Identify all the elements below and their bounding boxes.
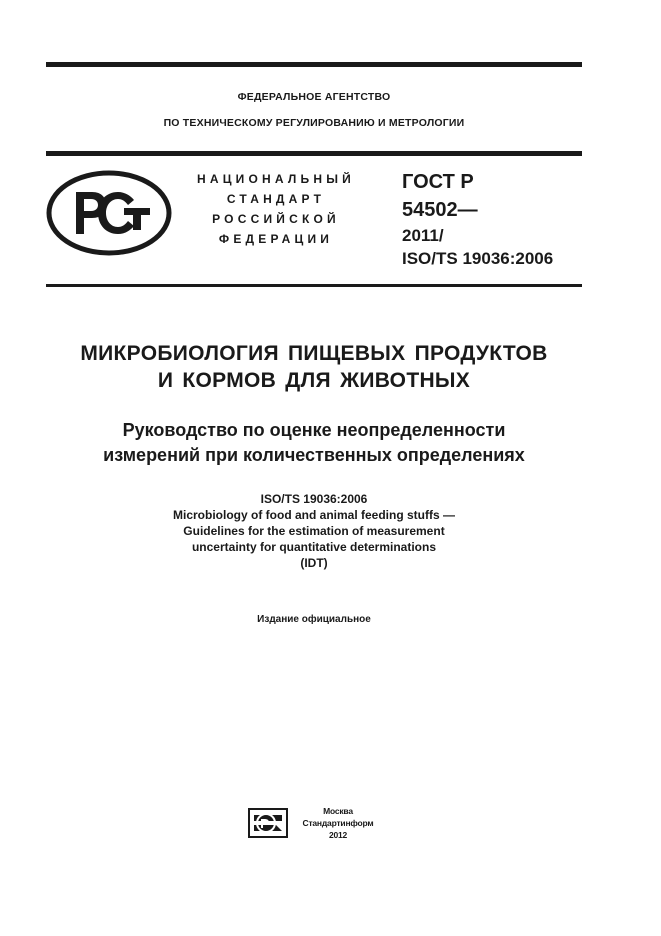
middle-rule bbox=[46, 151, 582, 156]
publisher-city: Москва bbox=[323, 806, 353, 816]
designation-line-2: 54502— bbox=[402, 199, 478, 221]
iso-reference-line-4: uncertainty for quantitative determinations bbox=[191, 540, 437, 554]
top-rule bbox=[46, 62, 582, 67]
iso-reference-line-3: Guidelines for the estimation of measurement bbox=[183, 524, 445, 538]
publisher-year: 2012 bbox=[328, 830, 348, 840]
document-title-line-2: И КОРМОВ ДЛЯ ЖИВОТНЫХ bbox=[157, 369, 471, 392]
standartinform-logo-icon bbox=[246, 805, 290, 841]
iso-reference-line-2: Microbiology of food and animal feeding stuffs — bbox=[173, 508, 455, 522]
document-subtitle-line-2: измерений при количественных определениях bbox=[103, 445, 525, 465]
national-standard-line-3: РОССИЙСКОЙ bbox=[212, 212, 340, 226]
designation-line-3: 2011/ bbox=[402, 226, 444, 245]
designation-line-1: ГОСТ Р bbox=[402, 171, 474, 193]
edition-label: Издание официальное bbox=[257, 614, 371, 625]
iso-reference-line-5: (IDT) bbox=[300, 556, 328, 570]
iso-reference-line-1: ISO/TS 19036:2006 bbox=[260, 492, 368, 506]
agency-line-2: ПО ТЕХНИЧЕСКОМУ РЕГУЛИРОВАНИЮ И МЕТРОЛОГИИ bbox=[163, 117, 465, 129]
bottom-rule bbox=[46, 284, 582, 287]
agency-line-1: ФЕДЕРАЛЬНОЕ АГЕНТСТВО bbox=[237, 91, 391, 103]
national-standard-line-4: ФЕДЕРАЦИИ bbox=[218, 232, 334, 246]
designation-line-4: ISO/TS 19036:2006 bbox=[402, 249, 554, 268]
publisher-name: Стандартинформ bbox=[302, 818, 374, 828]
national-standard-line-1: НАЦИОНАЛЬНЫЙ bbox=[196, 172, 356, 186]
national-standard-line-2: СТАНДАРТ bbox=[226, 192, 326, 206]
document-title-line-1: МИКРОБИОЛОГИЯ ПИЩЕВЫХ ПРОДУКТОВ bbox=[80, 342, 548, 365]
rst-certification-mark-icon bbox=[46, 170, 172, 256]
document-subtitle-line-1: Руководство по оценке неопределенности bbox=[122, 420, 506, 440]
